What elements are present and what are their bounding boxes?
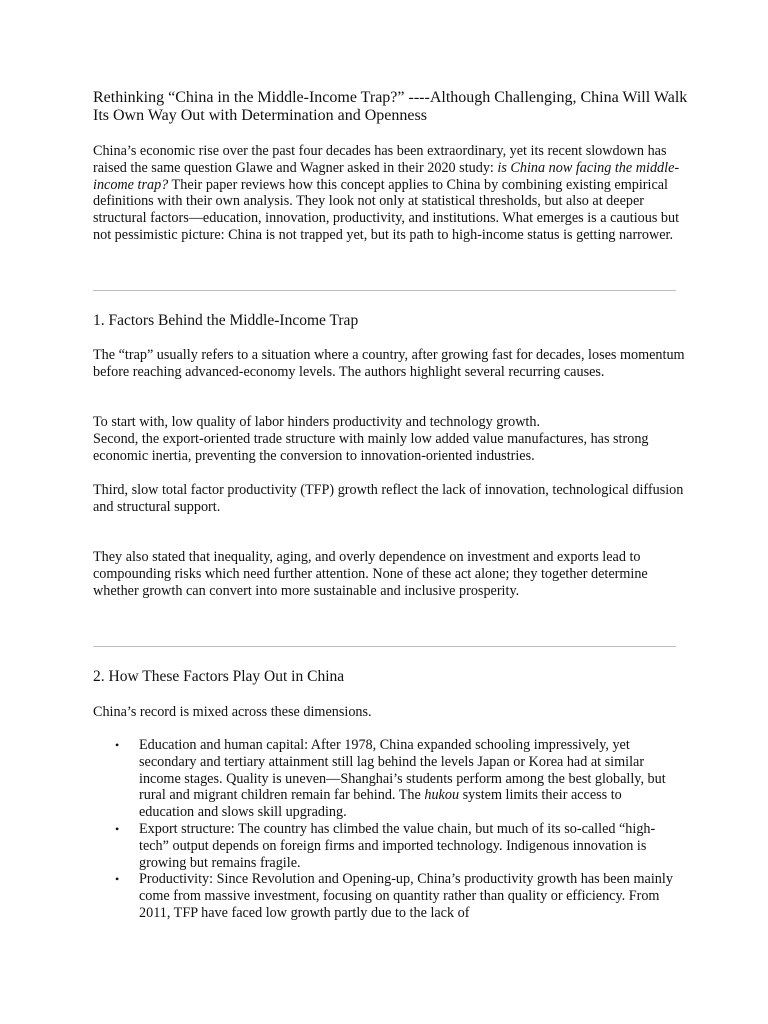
section-2-intro: China’s record is mixed across these dimensions. (93, 704, 372, 720)
section-1-paragraph-3: Third, slow total factor productivity (TFP) growth reflect the lack of innovation, technological diffusion and structural support. (93, 482, 684, 515)
bullet-1-text-1: Education and human capital: After 1978, China expanded schooling impressively, yet secondary and tertiary attainment still lag behind the levels Japan or Korea had at similar income stages. Quality is uneven—Shanghai’s students perform among the best globally, but rural and migrant children remain far behind. The (139, 737, 666, 804)
bullet-1-italic: hukou (424, 787, 460, 804)
list-item (93, 737, 693, 821)
bullet-1-text-2: system limits their access to education and slows skill upgrading. (139, 787, 622, 821)
section-1-heading: 1. Factors Behind the Middle-Income Trap (93, 312, 359, 329)
section-1-paragraph-4: They also stated that inequality, aging, and overly dependence on investment and exports lead to compounding risks which need further attention. None of these act alone; they together determine whether growth can convert into more sustainable and inclusive prosperity. (93, 549, 648, 599)
bullet-text (139, 737, 679, 821)
section-divider (93, 646, 676, 647)
document-title: Rethinking “China in the Middle-Income Trap?” ----Although Challenging, China Will Walk Its Own Way Out with Determination and Openness (93, 89, 688, 124)
list-item (93, 821, 693, 871)
section-2-heading: 2. How These Factors Play Out in China (93, 668, 345, 685)
bullet-text: Export structure: The country has climbed the value chain, but much of its so-called “high-tech” output depends on foreign firms and imported technology. Indigenous innovation is growing but remains fragile. (139, 820, 656, 871)
bullet-marker: • (115, 821, 120, 836)
section-divider (93, 290, 676, 291)
bullet-text: Productivity: Since Revolution and Opening-up, China’s productivity growth has been mainly come from massive investment, focusing on quantity rather than quality or efficiency. From 2011, TFP have faced low growth partly due to the lack of (139, 871, 673, 921)
bullet-marker: • (115, 738, 120, 752)
section-1-paragraph-2 (93, 414, 693, 464)
section-1-paragraph-2-line-1: To start with, low quality of labor hinders productivity and technology growth. (93, 414, 541, 430)
section-1-paragraph-1: The “trap” usually refers to a situation where a country, after growing fast for decades, loses momentum before reaching advanced-economy levels. The authors highlight several recurring causes. (93, 347, 685, 380)
intro-paragraph (93, 143, 693, 244)
bullet-list (93, 737, 693, 922)
intro-text-1: China’s economic rise over the past four decades has been extraordinary, yet its recent slowdown has raised the same question Glawe and Wagner asked in their 2020 study: (93, 143, 667, 176)
list-item (93, 871, 693, 921)
section-1-paragraph-2-line-2: Second, the export-oriented trade structure with mainly low added value manufactures, has strong economic inertia, preventing the conversion to innovation-oriented industries. (93, 430, 649, 464)
intro-question: is China now facing the middle-income trap? (93, 159, 680, 193)
intro-text-2: Their paper reviews how this concept applies to China by combining existing empirical definitions with their own analysis. They look not only at statistical thresholds, but also at deeper structural factors—education, innovation, productivity, and institutions. What emerges is a cautious but not pessimistic picture: China is not trapped yet, but its path to high-income status is getting narrower. (93, 176, 680, 243)
bullet-marker: • (115, 872, 120, 887)
